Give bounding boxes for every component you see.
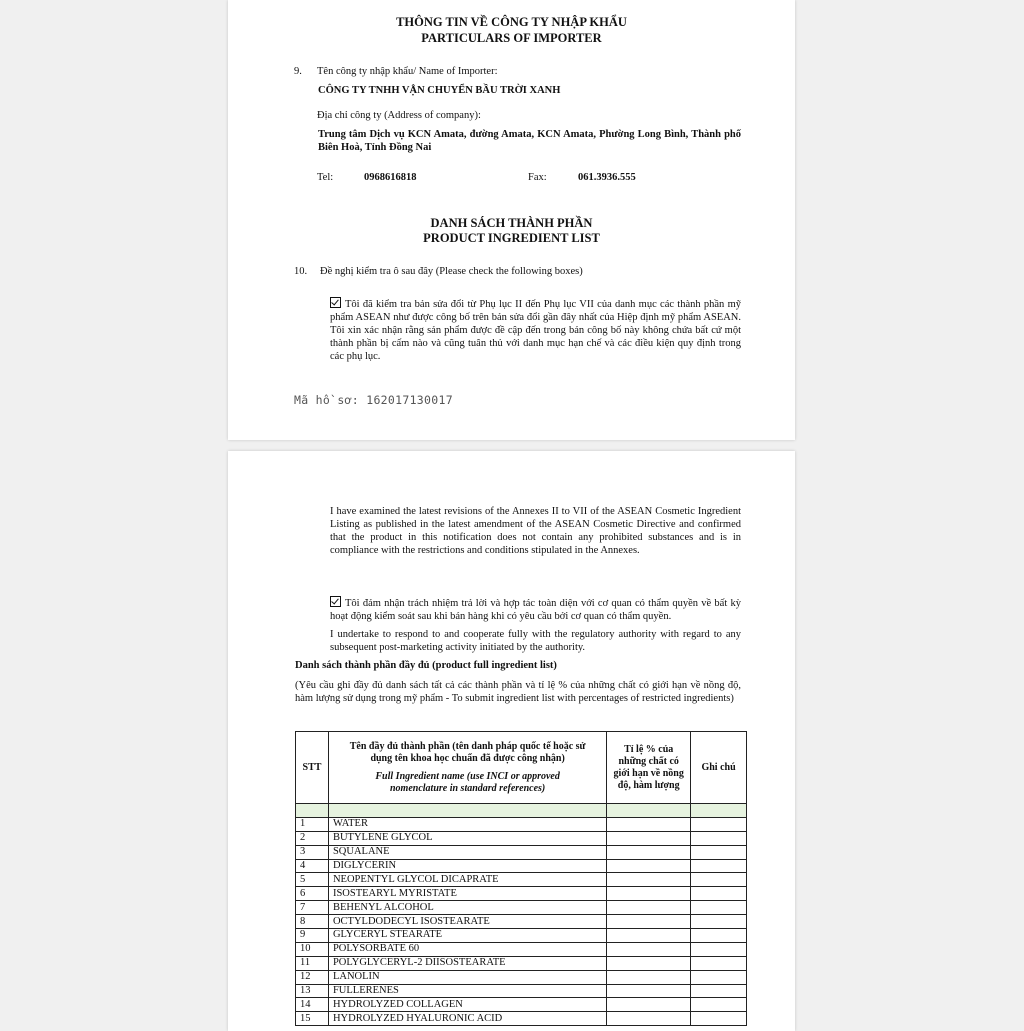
header-name-vi: Tên đầy đủ thành phần (tên danh pháp quốc tế hoặc sử dụng tên khoa học chuẩn đã được công nhận) — [349, 740, 586, 764]
header-stt: STT — [296, 732, 329, 804]
table-spacer-row — [296, 804, 747, 818]
declaration-vi — [330, 297, 741, 363]
ingredient-table-body — [296, 804, 747, 1026]
check-prompt: Đề nghị kiểm tra ô sau đây (Please check the following boxes) — [320, 266, 583, 277]
row-percentage — [607, 845, 691, 859]
ingredient-name: LANOLIN — [328, 970, 606, 984]
item-number-9: 9. — [294, 66, 302, 77]
row-note — [691, 831, 747, 845]
tel-value: 0968616818 — [364, 172, 417, 183]
ingredient-name: OCTYLDODECYL ISOSTEARATE — [328, 915, 606, 929]
row-percentage — [607, 817, 691, 831]
ingredient-name: GLYCERYL STEARATE — [328, 929, 606, 943]
tel-label: Tel: — [317, 172, 334, 183]
row-percentage — [607, 942, 691, 956]
row-percentage — [607, 873, 691, 887]
ingredient-table — [295, 731, 747, 1026]
row-note — [691, 915, 747, 929]
row-number: 13 — [296, 984, 329, 998]
undertake-vi — [330, 596, 741, 623]
full-list-note: (Yêu cầu ghi đầy đủ danh sách tất cả các thành phần và tỉ lệ % của những chất có giới hạn về nồng độ, hàm lượng sử dụng trong mỹ phẩm - To submit ingredient list with percentages of restricted ingredients) — [295, 680, 741, 704]
row-note — [691, 942, 747, 956]
row-percentage — [607, 901, 691, 915]
full-list-title: Danh sách thành phần đầy đủ (product full ingredient list) — [295, 660, 557, 671]
address-label: Địa chỉ công ty (Address of company): — [317, 110, 481, 121]
row-percentage — [607, 956, 691, 970]
row-note — [691, 901, 747, 915]
row-note — [691, 845, 747, 859]
item-number-10: 10. — [294, 266, 308, 277]
row-number: 7 — [296, 901, 329, 915]
row-number: 10 — [296, 942, 329, 956]
row-note — [691, 956, 747, 970]
table-row — [296, 984, 747, 998]
header-name-en: Full Ingredient name (use INCI or approved nomenclature in standard references) — [375, 770, 560, 794]
ingredient-name: POLYGLYCERYL-2 DIISOSTEARATE — [328, 956, 606, 970]
row-number: 4 — [296, 859, 329, 873]
ingredient-list-title-vi: DANH SÁCH THÀNH PHẦN — [430, 216, 593, 230]
ingredient-name: SQUALANE — [328, 845, 606, 859]
row-note — [691, 887, 747, 901]
table-row — [296, 845, 747, 859]
row-percentage — [607, 998, 691, 1012]
row-number: 3 — [296, 845, 329, 859]
table-row — [296, 873, 747, 887]
row-number: 12 — [296, 970, 329, 984]
ingredient-name: HYDROLYZED HYALURONIC ACID — [328, 1012, 606, 1026]
table-row — [296, 942, 747, 956]
ingredient-name: BUTYLENE GLYCOL — [328, 831, 606, 845]
table-row — [296, 970, 747, 984]
ingredient-name: FULLERENES — [328, 984, 606, 998]
row-percentage — [607, 915, 691, 929]
row-percentage — [607, 970, 691, 984]
checkbox-checked-icon — [330, 297, 341, 308]
table-row — [296, 929, 747, 943]
header-percentage: Tỉ lệ % của những chất có giới hạn về nồng độ, hàm lượng — [607, 732, 691, 804]
row-note — [691, 984, 747, 998]
row-number: 6 — [296, 887, 329, 901]
row-percentage — [607, 831, 691, 845]
row-percentage — [607, 984, 691, 998]
file-code: Mã hồ sơ: 162017130017 — [294, 393, 453, 407]
row-percentage — [607, 887, 691, 901]
fax-value: 061.3936.555 — [578, 172, 636, 183]
ingredient-name: DIGLYCERIN — [328, 859, 606, 873]
table-row — [296, 901, 747, 915]
row-note — [691, 817, 747, 831]
ingredient-name: NEOPENTYL GLYCOL DICAPRATE — [328, 873, 606, 887]
header-note: Ghi chú — [691, 732, 747, 804]
table-row — [296, 915, 747, 929]
row-percentage — [607, 929, 691, 943]
row-number: 2 — [296, 831, 329, 845]
row-percentage — [607, 859, 691, 873]
table-row — [296, 831, 747, 845]
row-number: 8 — [296, 915, 329, 929]
row-number: 14 — [296, 998, 329, 1012]
fax-label: Fax: — [528, 172, 547, 183]
ingredient-name: ISOSTEARYL MYRISTATE — [328, 887, 606, 901]
declaration-vi-text: Tôi đã kiểm tra bản sửa đổi từ Phụ lục II đến Phụ lục VII của danh mục các thành phần mỹ phẩm ASEAN như được công bố trên bản sửa đổi gần đây nhất của Hiệp định mỹ phẩm ASEAN. Tôi xin xác nhận rằng sản phẩm được đề cập đến trong bản công bố này không chứa bất cứ một thành phần bị cấm nào và cũng tuân thủ với danh mục hạn chế và các điều kiện quy định trong các phụ lục. — [330, 299, 741, 362]
table-row — [296, 817, 747, 831]
table-row — [296, 998, 747, 1012]
row-note — [691, 929, 747, 943]
importer-title-vi: THÔNG TIN VỀ CÔNG TY NHẬP KHẨU — [396, 15, 627, 29]
address-value: Trung tâm Dịch vụ KCN Amata, đường Amata, KCN Amata, Phường Long Bình, Thành phố Biên Hoà, Tỉnh Đồng Nai — [318, 129, 741, 153]
importer-name-label: Tên công ty nhập khẩu/ Name of Importer: — [317, 66, 498, 77]
importer-name-value: CÔNG TY TNHH VẬN CHUYỂN BẦU TRỜI XANH — [318, 85, 561, 96]
undertake-en: I undertake to respond to and cooperate fully with the regulatory authority with regard to any subsequent post-marketing activity initiated by the authority. — [330, 629, 741, 653]
row-number: 11 — [296, 956, 329, 970]
ingredient-name: WATER — [328, 817, 606, 831]
document-page-2 — [228, 451, 795, 1031]
table-row — [296, 859, 747, 873]
row-note — [691, 970, 747, 984]
table-row — [296, 887, 747, 901]
row-note — [691, 859, 747, 873]
row-number: 9 — [296, 929, 329, 943]
header-ingredient-name — [328, 732, 606, 804]
row-note — [691, 873, 747, 887]
row-number: 5 — [296, 873, 329, 887]
ingredient-list-title-en: PRODUCT INGREDIENT LIST — [423, 231, 600, 245]
undertake-vi-text: Tôi đảm nhận trách nhiệm trả lời và hợp tác toàn diện với cơ quan có thẩm quyền về bất kỳ hoạt động kiểm soát sau khi bán hàng khi có yêu cầu bởi cơ quan có thẩm quyền. — [330, 598, 741, 622]
table-row — [296, 956, 747, 970]
checkbox-checked-icon — [330, 596, 341, 607]
declaration-en: I have examined the latest revisions of the Annexes II to VII of the ASEAN Cosmetic Ingredient Listing as published in the latest amendment of the ASEAN Cosmetic Directive and confirmed that the product in this notification does not contain any prohibited substances and is in compliance with the restrictions and conditions stipulated in the Annexes. — [330, 506, 741, 556]
ingredient-name: BEHENYL ALCOHOL — [328, 901, 606, 915]
row-number: 15 — [296, 1012, 329, 1026]
ingredient-name: POLYSORBATE 60 — [328, 942, 606, 956]
document-page-1 — [228, 0, 795, 440]
row-note — [691, 998, 747, 1012]
row-number: 1 — [296, 817, 329, 831]
importer-title-en: PARTICULARS OF IMPORTER — [421, 31, 602, 45]
ingredient-name: HYDROLYZED COLLAGEN — [328, 998, 606, 1012]
